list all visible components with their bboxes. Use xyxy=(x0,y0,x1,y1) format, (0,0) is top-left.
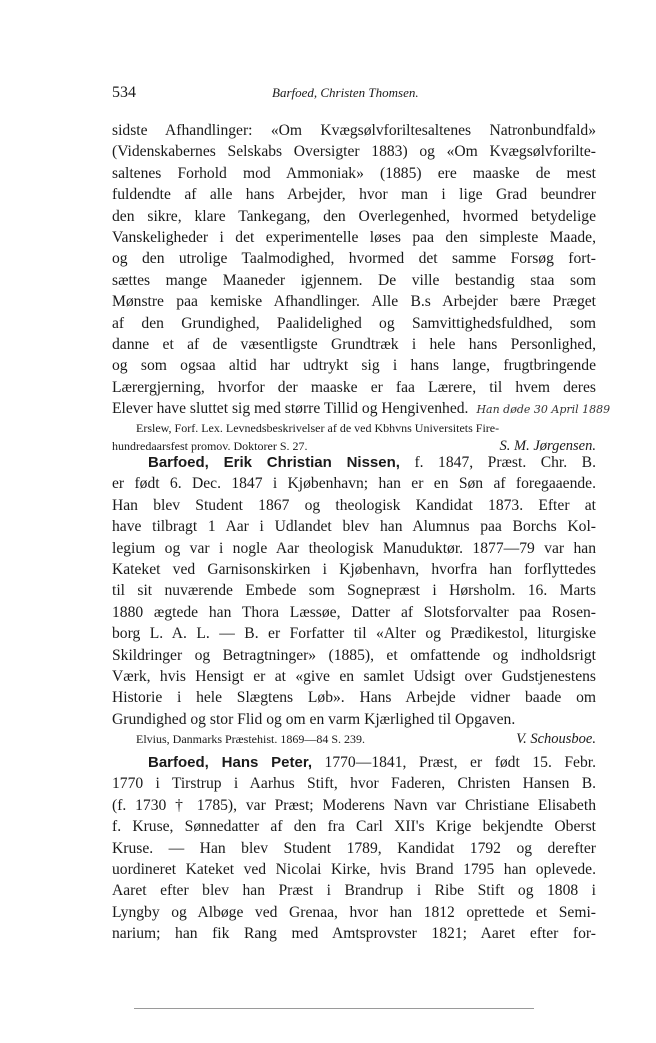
entry-erik-christian-nissen xyxy=(112,452,596,748)
text-line: sættes mange Maaneder igjennem. De ville bestandig staa som xyxy=(112,271,596,289)
text-line: f. Kruse, Sønnedatter af den fra Carl XII's Krige bekjendte Oberst xyxy=(112,818,596,836)
text-line: og som ogsaa altid har udtrykt sig i hans lange, frugtbringende xyxy=(112,357,596,375)
first-line-rest: f. 1847, Præst. Chr. B. xyxy=(399,454,596,471)
reference-line: hundredaarsfest promov. Doktorer S. 27. xyxy=(112,439,308,454)
text-line: borg L. A. L. — B. er Forfatter til «Alter og Prædikestol, liturgiske xyxy=(112,625,596,643)
text-line: Lærergjerning, hvorfor der maaske er faa Lærere, til hvem deres xyxy=(112,378,596,396)
text-line: den sikre, klare Tankegang, den Overlegenhed, hvormed betydelige xyxy=(112,207,596,225)
reference-author-row xyxy=(112,730,596,748)
page-header xyxy=(112,84,596,106)
text-line: og den utrolige Taalmodighed, hvormed det samme Forsøg fort- xyxy=(112,250,596,268)
page-bottom-rule xyxy=(134,1008,534,1009)
entry-first-line xyxy=(112,752,596,773)
text-line: fuldendte af alle hans Arbejder, hvor man i lige Grad beundrer xyxy=(112,186,596,204)
text-line: danne et af de væsentligste Grundtræk i hele hans Personlighed, xyxy=(112,335,596,353)
text-line-last xyxy=(112,398,611,419)
entry-name: Barfoed, Hans Peter, xyxy=(148,754,312,771)
text-line: saltenes Forhold mod Ammoniak» (1885) ere maaske de mest xyxy=(112,164,596,182)
text-line: er født 6. Dec. 1847 i Kjøbenhavn; han er en Søn af foregaaende. xyxy=(112,475,596,493)
running-head: Barfoed, Christen Thomsen. xyxy=(272,85,419,100)
text-line: Aaret efter blev han Præst i Brandrup i Ribe Stift og 1808 i xyxy=(112,882,596,900)
text-line: narium; han fik Rang med Amtsprovster 1821; Aaret efter for- xyxy=(112,925,596,943)
reference-line: Elvius, Danmarks Præstehist. 1869—84 S. 239. xyxy=(136,732,366,747)
text-line-last: Grundighed og stor Flid og om en varm Kjærlighed til Opgaven. xyxy=(112,710,516,728)
text-line: Vanskeligheder i det experimentelle løses paa den simpleste Maade, xyxy=(112,228,596,246)
text-line: 1770 i Tirstrup i Aarhus Stift, hvor Faderen, Christen Hansen B. xyxy=(112,775,596,793)
text-line: Kateket ved Garnisonskirken i Kjøbenhavn, hvorfra han forflyttedes xyxy=(112,560,596,578)
text-line: af den Grundighed, Paalidelighed og Samvittighedsfuldhed, som xyxy=(112,314,596,332)
entry-first-line xyxy=(112,452,596,473)
text-line: Lyngby og Albøge ved Grenaa, hvor han 1812 oprettede et Semi- xyxy=(112,903,596,921)
text-line: Skildringer og Betragtninger» (1885), et omfattende og indholdsrigt xyxy=(112,646,596,664)
text-line: sidste Afhandlinger: «Om Kvægsølvforiltesaltenes Natronbundfald» xyxy=(112,122,596,139)
text-line: (f. 1730 † 1785), var Præst; Moderens Navn var Christiane Elisabeth xyxy=(112,796,596,814)
page-number: 534 xyxy=(112,84,136,101)
text-line: Værk, hvis Hensigt er at «give en samlet Udsigt over Gudstjenestens xyxy=(112,667,596,685)
author-signature: S. M. Jørgensen. xyxy=(499,438,596,455)
text-line: legium og var i nogle Aar theologisk Manuduktør. 1877—79 var han xyxy=(112,539,596,557)
text-line: Han blev Student 1867 og theologisk Kandidat 1873. Efter at xyxy=(112,496,596,514)
handwritten-note: Han døde 30 April 1889 xyxy=(476,403,611,417)
entry-name: Barfoed, Erik Christian Nissen, xyxy=(148,454,400,471)
text-line: 1880 ægtede han Thora Læssøe, Datter af Slotsforvalter paa Rosen- xyxy=(112,603,596,621)
text-line: have tilbragt 1 Aar i Udlandet blev han Alumnus paa Borchs Kol- xyxy=(112,518,596,536)
entry-hans-peter xyxy=(112,752,596,945)
entry-christen-thomsen-continuation xyxy=(112,120,611,455)
text-line: (Videnskabernes Selskabs Oversigter 1883) og «Om Kvægsølvforilte- xyxy=(112,143,596,161)
author-signature: V. Schousboe. xyxy=(516,731,596,748)
text-line: til sit nuværende Embede som Sognepræst i Hørsholm. 16. Marts xyxy=(112,582,596,600)
text-line: Kruse. — Han blev Student 1789, Kandidat 1792 og derefter xyxy=(112,839,596,857)
last-line-text: Elever have sluttet sig med større Tillid og Hengivenhed. xyxy=(112,400,469,418)
text-line: Mønstre paa kemiske Afhandlinger. Alle B.s Arbejder bære Præget xyxy=(112,293,596,311)
text-line: Historie i hele Slægtens Løb». Hans Arbejde vidner baade om xyxy=(112,689,596,707)
reference-line: Erslew, Forf. Lex. Levnedsbeskrivelser af de ved Kbhvns Universitets Fire- xyxy=(136,421,500,436)
text-line: uordineret Kateket ved Nicolai Kirke, hvis Brand 1795 han oplevede. xyxy=(112,860,596,878)
first-line-rest: 1770—1841, Præst, er født 15. Febr. xyxy=(312,754,596,771)
